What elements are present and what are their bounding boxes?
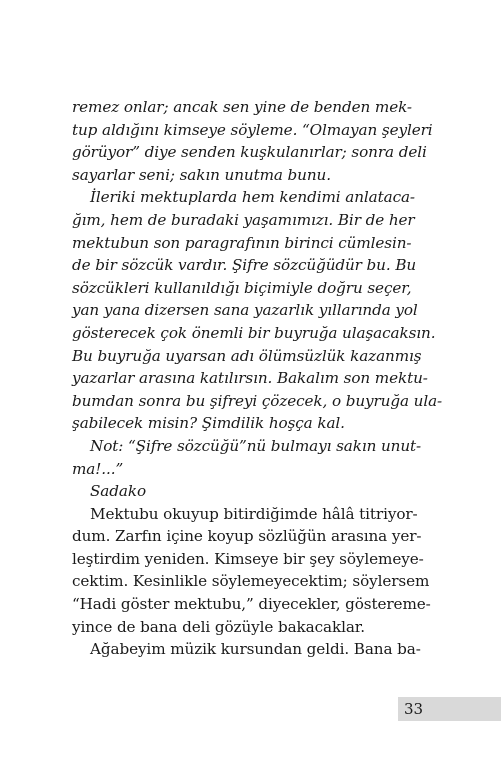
text-line: Mektubu okuyup bitirdiğimde hâlâ titriyor- xyxy=(90,504,418,523)
text-line: dum. Zarfın içine koyup sözlüğün arasına yer- xyxy=(72,527,422,546)
text-line: ma!...” xyxy=(72,459,124,478)
text-line: görüyor” diye senden kuşkulanırlar; sonra deli xyxy=(72,143,427,162)
text-line: yan yana dizersen sana yazarlık yıllarında yol xyxy=(72,301,418,320)
text-line: şabilecek misin? Şimdilik hoşça kal. xyxy=(72,414,345,433)
text-line: “Hadi göster mektubu,” diyecekler, göstereme- xyxy=(72,595,431,614)
text-line: sayarlar seni; sakın unutma bunu. xyxy=(72,165,331,184)
text-line: ğım, hem de buradaki yaşamımızı. Bir de her xyxy=(72,210,415,229)
text-line: leştirdim yeniden. Kimseye bir şey söylemeye- xyxy=(72,549,424,568)
page-number-bar xyxy=(398,697,501,721)
text-line: gösterecek çok önemli bir buyruğa ulaşacaksın. xyxy=(72,323,436,342)
text-line: cektim. Kesinlikle söylemeyecektim; söylersem xyxy=(72,572,430,591)
text-line: de bir sözcük vardır. Şifre sözcüğüdür bu. Bu xyxy=(72,256,417,275)
text-line: Not: “Şifre sözcüğü”nü bulmayı sakın unut- xyxy=(90,436,422,455)
page-body-text xyxy=(72,96,443,661)
text-line: tup aldığını kimseye söyleme. “Olmayan şeyleri xyxy=(72,120,433,139)
text-line: bumdan sonra bu şifreyi çözecek, o buyruğa ula- xyxy=(72,391,443,410)
text-line: mektubun son paragrafının birinci cümlesin- xyxy=(72,233,412,252)
text-line: Bu buyruğa uyarsan adı ölümsüzlük kazanmış xyxy=(72,346,422,365)
text-line: remez onlar; ancak sen yine de benden mek- xyxy=(72,98,412,116)
text-line: sözcükleri kullanıldığı biçimiyle doğru seçer, xyxy=(72,278,412,297)
text-line: yazarlar arasına katılırsın. Bakalım son mektu- xyxy=(72,369,428,388)
text-line: Sadako xyxy=(90,482,146,501)
text-line: İleriki mektuplarda hem kendimi anlataca- xyxy=(90,188,415,207)
text-line: Ağabeyim müzik kursundan geldi. Bana ba- xyxy=(90,640,421,659)
page-number: 33 xyxy=(404,700,424,718)
text-line: yince de bana deli gözüyle bakacaklar. xyxy=(72,617,366,636)
